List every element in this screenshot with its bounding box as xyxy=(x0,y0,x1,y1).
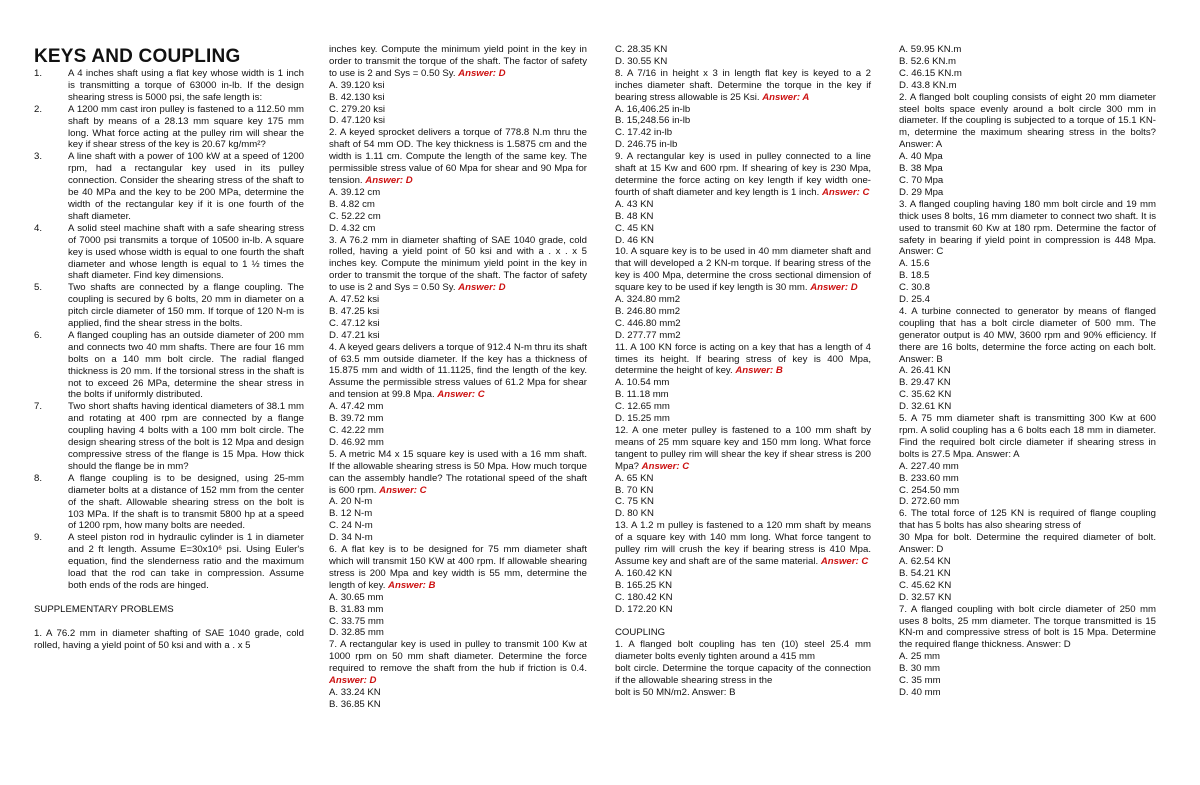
answer-label: Answer: D xyxy=(365,174,413,186)
option: D. 246.75 in-lb xyxy=(615,139,678,151)
option: B. 29.47 KN xyxy=(899,377,951,389)
supplementary-heading: SUPPLEMENTARY PROBLEMS xyxy=(34,603,174,615)
item-text: A flange coupling is to be designed, using 25-mm diameter bolts at a distance of 152 mm from the center of the shaft. Allowable shearing stress on the bolt is 103 MPa. If the shaft is to transmit 5800 hp at a speed of 1200 rpm, how many bolts are needed. xyxy=(68,472,304,532)
option: C. 35 mm xyxy=(899,675,941,687)
option: C. 75 KN xyxy=(615,496,654,508)
question-body: 5. A metric M4 x 15 square key is used with a 16 mm shaft. If the allowable shearing stress is 50 Mpa. How much torque can the assembly handle? The rotational speed of the shaft is 600 rpm. xyxy=(329,448,587,496)
option: B. 165.25 KN xyxy=(615,579,673,591)
option: C. 446.80 mm2 xyxy=(615,317,681,329)
option: D. 32.61 KN xyxy=(899,401,952,413)
question-text: 7. A flanged coupling with bolt circle diameter of 250 mm uses 8 bolts, 25 mm diameter. The torque transmitted is 15 KN-m and compressive stress of bolt is 15 Mpa. Determine the required flange thickness. Answer: D xyxy=(899,603,1156,651)
option: A. 15.6 xyxy=(899,258,930,270)
option: B. 4.82 cm xyxy=(329,198,375,210)
option: B. 48 KN xyxy=(615,210,654,222)
question-body: 2. A keyed sprocket delivers a torque of 778.8 N.m thru the shaft of 54 mm OD. The key thickness is 1.5875 cm and the width is 1.11 cm. Compute the length of the same key. The permissible stress value of 60 Mpa for shear and 90 Mpa for tension. xyxy=(329,127,587,186)
option: A. 47.52 ksi xyxy=(329,294,380,306)
option: A. 39.12 cm xyxy=(329,186,381,198)
paragraph-line: bolt circle. Determine the torque capacity of the connection if the allowable shearing stress in the xyxy=(615,663,871,687)
option: D. 43.8 KN.m xyxy=(899,79,957,91)
answer-label: Answer: C xyxy=(641,460,690,472)
option: A. 324.80 mm2 xyxy=(615,294,681,306)
option: C. 17.42 in-lb xyxy=(615,127,673,139)
item-text: A solid steel machine shaft with a safe shearing stress of 7000 psi transmits a torque of 10500 in-lb. A square key is used whose width is equal to one fourth the shaft diameter and whose length is equal to 1 ½ times the shaft diameter. Find key dimensions. xyxy=(68,222,304,282)
answer-label: Answer: D xyxy=(329,675,377,687)
list-item xyxy=(34,282,304,330)
column-2 xyxy=(329,44,587,711)
question-body: 8. A 7/16 in height x 3 in length flat key is keyed to a 2 inches diameter shaft. Determine the torque in the key if bearing stress allowable is 25 Ksi. xyxy=(615,67,871,103)
option: C. 46.15 KN.m xyxy=(899,67,962,79)
option: C. 52.22 cm xyxy=(329,210,381,222)
option: D. 30.55 KN xyxy=(615,55,668,67)
question-text xyxy=(329,235,587,295)
option: B. 12 N-m xyxy=(329,508,373,520)
option: B. 246.80 mm2 xyxy=(615,305,681,317)
option: D. 46 KN xyxy=(615,234,654,246)
option: B. 42.130 ksi xyxy=(329,91,385,103)
option: D. 25.4 xyxy=(899,294,930,306)
option: A. 59.95 KN.m xyxy=(899,44,962,55)
option: D. 34 N-m xyxy=(329,532,373,544)
option: A. 39.120 ksi xyxy=(329,79,385,91)
question-text xyxy=(615,520,871,568)
option: C. 279.20 ksi xyxy=(329,103,385,115)
item-text: A 1200 mm cast iron pulley is fastened to a 112.50 mm shaft by means of a 28.13 mm square key 175 mm long. What force acting at the pulley rim will shear the key if shear stress of the key is 20.67 kg/mm²? xyxy=(68,103,304,151)
question-body: 13. A 1.2 m pulley is fastened to a 120 mm shaft by means of a square key with 140 mm long. What force tangent to pulley rim will crush the key if bearing stress is 410 Mpa. Assume key and shaft are of the same material. xyxy=(615,520,871,567)
option: C. 12.65 mm xyxy=(615,401,670,413)
option: A. 16,406.25 in-lb xyxy=(615,103,691,115)
list-item xyxy=(34,532,304,592)
option: C. 24 N-m xyxy=(329,520,373,532)
item-text: A 4 inches shaft using a flat key whose width is 1 inch is transmitting a torque of 63000 in-lb. If the design shearing stress is 5000 psi, the safe length is: xyxy=(68,68,304,103)
option: A. 227.40 mm xyxy=(899,460,959,472)
option: B. 30 mm xyxy=(899,663,941,675)
item-text: A steel piston rod in hydraulic cylinder is 1 in diameter and 2 ft length. Assume E=30x10⁶ psi. Using Euler's equation, find the slenderness ratio and the maximum load that the rod can take in compression. Assume both ends of the rods are hinged. xyxy=(68,532,304,591)
answer-label: Answer: D xyxy=(458,67,506,79)
column-4 xyxy=(899,44,1156,699)
option: D. 47.21 ksi xyxy=(329,329,380,341)
item-number: 2. xyxy=(34,103,43,115)
question-text xyxy=(329,449,587,497)
coupling-heading: COUPLING xyxy=(615,627,666,639)
list-item xyxy=(34,401,304,472)
option: C. 45.62 KN xyxy=(899,579,952,591)
answer-label: Answer: C xyxy=(821,186,870,198)
item-text: A line shaft with a power of 100 kW at a speed of 1200 rpm, had a rectangular key used in its pulley connection. Consider the shearing stress of the shaft to be 40 MPa and the key to be 200 MPa, determine the width of the rectangular key if it is one fourth of the shaft diameter. xyxy=(68,151,304,222)
item-text: Two short shafts having identical diameters of 38.1 mm and rotating at 400 rpm are connected by a flange coupling having 4 bolts with a 100 mm bolt circle. The design shearing stress of the bolt is 12 Mpa and design compressive stress of the flange is 15 Mpa. How thick should the flange be in mm? xyxy=(68,401,304,472)
option: D. 32.85 mm xyxy=(329,627,384,639)
option: D. 46.92 mm xyxy=(329,436,384,448)
option: D. 29 Mpa xyxy=(899,186,944,198)
option: B. 31.83 mm xyxy=(329,603,384,615)
option: C. 70 Mpa xyxy=(899,174,944,186)
option: B. 233.60 mm xyxy=(899,472,959,484)
item-number: 7. xyxy=(34,401,43,413)
list-item xyxy=(34,151,304,222)
option: B. 70 KN xyxy=(615,484,654,496)
option: A. 25 mm xyxy=(899,651,941,663)
option: B. 36.85 KN xyxy=(329,698,381,710)
answer-label: Answer: C xyxy=(437,389,485,401)
question-text xyxy=(329,544,587,592)
spacer xyxy=(615,616,871,628)
item-number: 6. xyxy=(34,329,43,341)
item-number: 4. xyxy=(34,222,43,234)
paragraph: 1. A 76.2 mm in diameter shafting of SAE 1040 grade, cold rolled, having a yield point of 50 ksi and with a . x 5 xyxy=(34,627,304,651)
answer-label: Answer: B xyxy=(388,579,436,591)
option: B. 47.25 ksi xyxy=(329,305,380,317)
paragraph-line: bolt is 50 MN/m2. Answer: B xyxy=(615,686,736,698)
question-text: 2. A flanged bolt coupling consists of eight 20 mm diameter steel bolts space evenly around a bolt circle 300 mm in diameter. If the coupling is subjected to a torque of 15.1 KN-m, determine the maximum shearing stress in the bolts? Answer: A xyxy=(899,91,1156,151)
option: D. 80 KN xyxy=(615,508,654,520)
question-text: 3. A flanged coupling having 180 mm bolt circle and 19 mm thick uses 8 bolts, 16 mm diameter to connect two shaft. It is used to transmit 60 Kw at 180 rpm. Determine the factor of safety in bearing if yield point in compression is 448 Mpa. Answer: C xyxy=(899,198,1156,258)
option: C. 33.75 mm xyxy=(329,615,384,627)
question-text xyxy=(615,68,871,104)
question-body: 9. A rectangular key is used in pulley connected to a line shaft at 15 Kw and 600 rpm. If shearing of key is 230 Mpa, determine the force acting on key length if key width one-fourth of shaft diameter and key length is 1 inch. xyxy=(615,151,871,198)
option: A. 160.42 KN xyxy=(615,567,673,579)
option: C. 30.8 xyxy=(899,282,930,294)
column-3 xyxy=(615,44,871,699)
option: C. 42.22 mm xyxy=(329,425,384,436)
option: C. 180.42 KN xyxy=(615,591,673,603)
answer-label: Answer: A xyxy=(762,91,810,103)
option: A. 47.42 mm xyxy=(329,401,384,413)
question-body: 7. A rectangular key is used in pulley to transmit 100 Kw at 1000 rpm on 50 mm shaft diameter. Determine the force required to remove the shaft from the hub if friction is 0.4. xyxy=(329,639,587,675)
option: D. 272.60 mm xyxy=(899,496,960,508)
option: B. 11.18 mm xyxy=(615,389,669,401)
option: A. 10.54 mm xyxy=(615,377,670,389)
option: C. 47.12 ksi xyxy=(329,317,380,329)
option: C. 28.35 KN xyxy=(615,44,668,55)
option: A. 20 N-m xyxy=(329,496,373,508)
list-item xyxy=(34,473,304,533)
problem-list xyxy=(34,68,304,592)
question-body: 6. A flat key is to be designed for 75 mm diameter shaft which will transmit 150 KW at 400 rpm. If allowable shearing stress is 200 Mpa and key width is 55 mm, determine the length of key. xyxy=(329,544,587,591)
list-item xyxy=(34,330,304,401)
option: C. 35.62 KN xyxy=(899,389,952,401)
column-1 xyxy=(34,46,304,652)
question-text xyxy=(615,151,871,199)
item-number: 1. xyxy=(34,68,43,79)
option: D. 32.57 KN xyxy=(899,591,952,603)
item-number: 5. xyxy=(34,282,43,294)
option: A. 40 Mpa xyxy=(899,151,943,163)
option: D. 47.120 ksi xyxy=(329,115,385,127)
list-item xyxy=(34,104,304,152)
answer-label: Answer: C xyxy=(820,555,869,567)
item-number: 9. xyxy=(34,532,43,544)
option: A. 26.41 KN xyxy=(899,365,951,377)
option: A. 43 KN xyxy=(615,198,654,210)
answer-label: Answer: C xyxy=(379,484,427,496)
question-text xyxy=(329,639,587,687)
answer-label: Answer: B xyxy=(735,365,783,377)
question-body: 11. A 100 KN force is acting on a key that has a length of 4 times its height. If bearing stress of key is 400 Mpa, determine the height of key. xyxy=(615,341,871,377)
question-body: 3. A 76.2 mm in diameter shafting of SAE 1040 grade, cold rolled, having a yield point of 50 ksi and with a . x . x 5 inches key. Compute the minimum yield point in the key in order to transmit the torque of the shaft. The factor of safety to use is 2 and Sys = 0.50 Sy. xyxy=(329,234,587,294)
list-item xyxy=(34,223,304,283)
answer-label: Answer: D xyxy=(810,282,858,294)
option: A. 62.54 KN xyxy=(899,555,951,567)
paragraph-line: 1. A flanged bolt coupling has ten (10) steel 25.4 mm diameter bolts evenly tighten around a 415 mm xyxy=(615,639,871,663)
option: D. 40 mm xyxy=(899,686,941,698)
option: B. 18.5 xyxy=(899,270,930,282)
question-body: 10. A square key is to be used in 40 mm diameter shaft and that will developed a 2 KN-m torque. If bearing stress of the key is 400 Mpa, determine the cross sectional dimension of square key to be used if key length is 30 mm. xyxy=(615,246,871,294)
option: B. 54.21 KN xyxy=(899,567,951,579)
question-text: 30 Mpa for bolt. Determine the required diameter of bolt. Answer: D xyxy=(899,532,1156,556)
answer-label: Answer: D xyxy=(458,282,506,294)
option: D. 4.32 cm xyxy=(329,222,376,234)
list-item xyxy=(34,68,304,104)
option: C. 254.50 mm xyxy=(899,484,960,496)
question-body: 12. A one meter pulley is fastened to a 100 mm shaft by means of 25 mm square key and 150 mm long. What force tangent to pulley rim will shear the key if shear stress is 200 Mpa? xyxy=(615,425,871,472)
item-text: A flanged coupling has an outside diameter of 200 mm and connects two 40 mm shafts. There are four 16 mm bolts on a 140 mm bolt circle. The radial flanged thickness is 20 mm. If the torsional stress in the shaft is not to exceed 26 MPa, determine the shear stress in the bolts if uniformly distributed. xyxy=(68,329,304,401)
item-text: Two shafts are connected by a flange coupling. The coupling is secured by 6 bolts, 20 mm in diameter on a pitch circle diameter of 150 mm. If torque of 120 N-m is applied, find the shear stress in the bolts. xyxy=(68,282,304,330)
question-text: 4. A turbine connected to generator by means of flanged coupling that has a bolt circle diameter of 500 mm. The generator output is 40 MW, 3600 rpm and 90% efficiency. If there are 16 bolts, determine the force acting on each bolt. Answer: B xyxy=(899,305,1156,365)
question-text xyxy=(615,246,871,294)
option: B. 52.6 KN.m xyxy=(899,55,957,67)
question-body: 4. A keyed gears delivers a torque of 912.4 N-m thru its shaft of 63.5 mm outside diameter. If the key has a thickness of 15.875 mm and width of 11.1125, find the length of the key. Assume the permissible stress values of 61.2 Mpa for shear and tension at 99.8 Mpa. xyxy=(329,341,587,401)
option: B. 38 Mpa xyxy=(899,163,943,175)
option: A. 65 KN xyxy=(615,472,654,484)
question-text xyxy=(329,342,587,402)
option: B. 15,248.56 in-lb xyxy=(615,115,691,127)
question-text xyxy=(329,127,587,187)
item-number: 8. xyxy=(34,472,43,484)
question-text xyxy=(329,44,587,80)
question-body: inches key. Compute the minimum yield point in the key in order to transmit the torque of the shaft. The factor of safety to use is 2 and Sys = 0.50 Sy. xyxy=(329,44,587,79)
question-text xyxy=(615,425,871,473)
question-text xyxy=(615,342,871,378)
option: D. 15.25 mm xyxy=(615,413,670,425)
option: D. 277.77 mm2 xyxy=(615,329,681,341)
option: D. 172.20 KN xyxy=(615,603,673,615)
option: A. 33.24 KN xyxy=(329,686,381,698)
page-title: KEYS AND COUPLING xyxy=(34,46,241,67)
option: C. 45 KN xyxy=(615,222,654,234)
question-text: 6. The total force of 125 KN is required of flange coupling that has 5 bolts has also shearing stress of xyxy=(899,508,1156,532)
option: A. 30.65 mm xyxy=(329,591,384,603)
question-text: 5. A 75 mm diameter shaft is transmitting 300 Kw at 600 rpm. A solid coupling has a 6 bolts each 18 mm in diameter. Find the required bolt circle diameter if shearing stress in bolts is 27.5 Mpa. Answer: A xyxy=(899,413,1156,460)
item-number: 3. xyxy=(34,151,43,163)
option: B. 39.72 mm xyxy=(329,413,384,425)
